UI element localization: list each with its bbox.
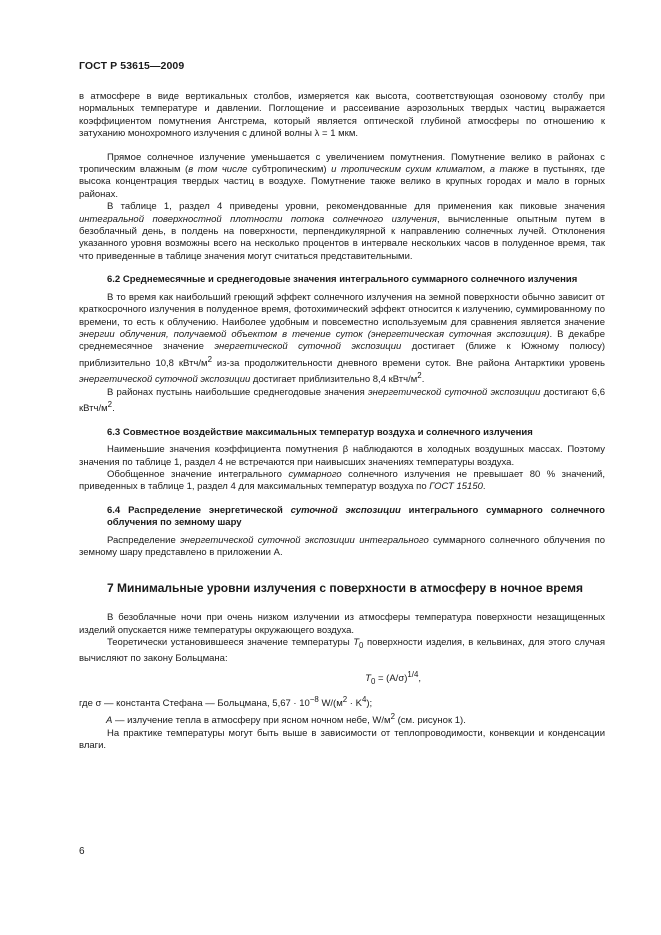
definition-a: A — излучение тепла в атмосферу при ясном ночном небе, $W/м^2$ (см. рисунок 1). [106,712,466,727]
section-7-heading: 7 Минимальные уровни излучения с поверхности в атмосферу в ночное время [107,581,584,596]
section-6-2-heading: 6.2 Среднемесячные и среднегодовые значения интегрального суммарного солнечного излучения [107,274,578,286]
intro-paragraph: в атмосфере в виде вертикальных столбов, измеряется как высота, соответствующая озоновому столбу при нормальных температуре и давлении. Поглощение и рассеивание аэрозольных твердых частиц выражается коэффициентом помутнения Ангстрема, который является оптической глубиной атмосферы по отношению к затуханию монохромного излучения с длиной волны λ = 1 мкм. [79,91,605,140]
section-6-2-paragraph-2: В районах пустынь наибольшие среднегодовые значения энергетической суточной экспозиции достигают 6,6 кВтч/$м^2$. [79,386,606,415]
main-content [79,91,605,752]
page-number: 6 [79,846,85,857]
definition-sigma: где σ — константа Стефана — Больцмана, $5,67 \cdot 10^{-8}$ $W/(м^2 \cdot K^4)$; [79,695,373,710]
section-6-3-paragraph-1: Наименьшие значения коэффициента помутнения β наблюдаются в холодных воздушных массах. Поэтому значения по таблице 1, раздел 4 не встречаются при наивысших значениях температуры воздуха. [79,444,605,468]
section-6-3-heading: 6.3 Совместное воздействие максимальных температур воздуха и солнечного излучения [107,426,533,438]
section-6-3-paragraph-2: Обобщенное значение интегрального суммарного солнечного излучения не превышает 80 % значений, приведенных в таблице 1, раздел 4 для максимальных температур воздуха по ГОСТ 15150. [79,469,605,493]
section-7-paragraph-2: Теоретически установившееся значение температуры $T_0$ поверхности изделия, в кельвинах, для этого случая вычисляют по закону Больцмана: [79,637,605,664]
section-6-2-paragraph-1: В то время как наибольший греющий эффект солнечного излучения на земной поверхности обычно зависит от краткосрочного излучения в полуденное время, фотохимический эффект относится к излучению, суммированному по времени, то есть к облучению. Наиболее удобным и повсеместно используемым для сравнения является значение энергии облучения, получаемой объектом в течение суток (энергетическая суточная экспозиция). В декабре среднемесячное значение энергетической суточной экспозиции достигает (ближе к Южному полюсу) приблизительно 10,8 кВтч/$м^2$ из-за продолжительности дневного времени суток. Вне района Антарктики уровень энергетической суточной экспозиции достигает приблизительно 8,4 кВтч/$м^2$. [79,291,605,386]
table-reference-paragraph: В таблице 1, раздел 4 приведены уровни, рекомендованные для применения как пиковые значения интегральной поверхностной плотности потока солнечного излучения, вычисленные опытным путем в безоблачный день, в полдень на поверхности, перпендикулярной к направлению солнечных лучей. Отклонения указанного уровня возможны всего на несколько процентов в интервале нескольких часов в полуденное время, так что приведенные в таблице значения могут считаться представительными. [79,201,605,262]
direct-radiation-paragraph: Прямое солнечное излучение уменьшается с увеличением помутнения. Помутнение велико в районах с тропическим влажным (в том числе субтропическим) и тропическим сухим климатом, а также в пустынях, где высока концентрация твердых частиц в воздухе. Помутнение также велико в крупных городах и мало в горных районах. [79,151,605,200]
section-6-4-heading: 6.4 Распределение энергетической суточной экспозиции интегрального суммарного солнечного облучения по земному шару [107,504,605,529]
section-7-paragraph-3: На практике температуры могут быть выше в зависимости от теплопроводимости, конвекции и конденсации влаги. [79,727,605,751]
section-7-paragraph-1: В безоблачные ночи при очень низком излучении из атмосферы температура поверхности незащищенных изделий опускается ниже температуры окружающего воздуха. [79,612,605,636]
document-header: ГОСТ Р 53615—2009 [79,60,185,72]
section-6-4-paragraph: Распределение энергетической суточной экспозиции интегрального суммарного солнечного облучения по земному шару представлено в приложении А. [79,534,606,559]
boltzmann-formula: $T_0 = (A/\sigma)^{1/4}$, [365,669,421,687]
